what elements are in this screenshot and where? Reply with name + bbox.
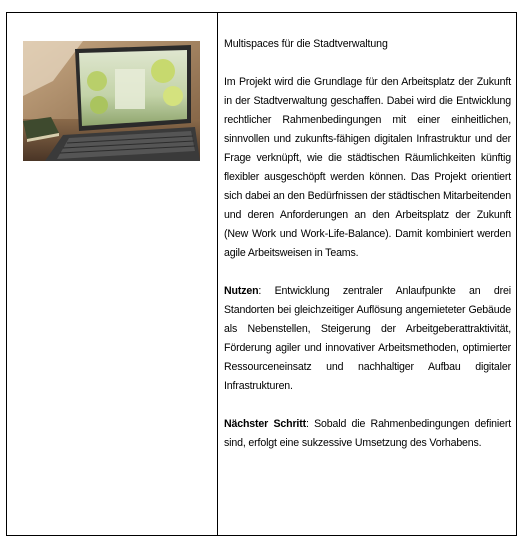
project-text-cell xyxy=(224,35,511,472)
laptop-photo-illustration xyxy=(23,41,200,161)
next-step-paragraph xyxy=(224,415,511,453)
project-photo xyxy=(23,41,200,161)
next-step-text: : Sobald die Rahmenbedingungen definiert sind, erfolgt eine sukzessive Umsetzung des Vorhabens. xyxy=(224,418,512,449)
benefit-text: : Entwicklung zentraler Anlaufpunkte an drei Standorten bei gleichzeitiger Auflösung angemieteter Gebäude als Nebenstellen, Steigerung der Arbeitgeberattraktivität, Förderung agiler und innovativer Arbeitsmethoden, optimierter Ressourceneinsatz und nachhaltiger Aufbau digitaler Infrastrukturen. xyxy=(224,285,511,392)
project-description: Im Projekt wird die Grundlage für den Arbeitsplatz der Zukunft in der Stadtverwaltung geschaffen. Dabei wird die Entwicklung rechtlicher Rahmenbedingungen mit einer einheitlichen, sinnvollen und zukunfts-fähigen digitalen Infrastruktur und der Frage verknüpft, wie die städtischen Räumlichkeiten künftig flexibler ausgeschöpft werden können. Das Projekt orientiert sich dabei an den Bedürfnissen der städtischen Mitarbeitenden und deren Anforderungen an den Arbeitsplatz der Zukunft (New Work und Work-Life-Balance). Damit kombiniert werden agile Arbeitsweisen in Teams. xyxy=(224,76,511,259)
column-divider xyxy=(217,13,218,535)
project-title: Multispaces für die Stadtverwaltung xyxy=(224,38,388,50)
benefit-paragraph xyxy=(224,282,511,396)
next-step-label: Nächster Schritt xyxy=(224,418,306,430)
project-table xyxy=(6,12,517,536)
benefit-label: Nutzen xyxy=(224,285,259,297)
